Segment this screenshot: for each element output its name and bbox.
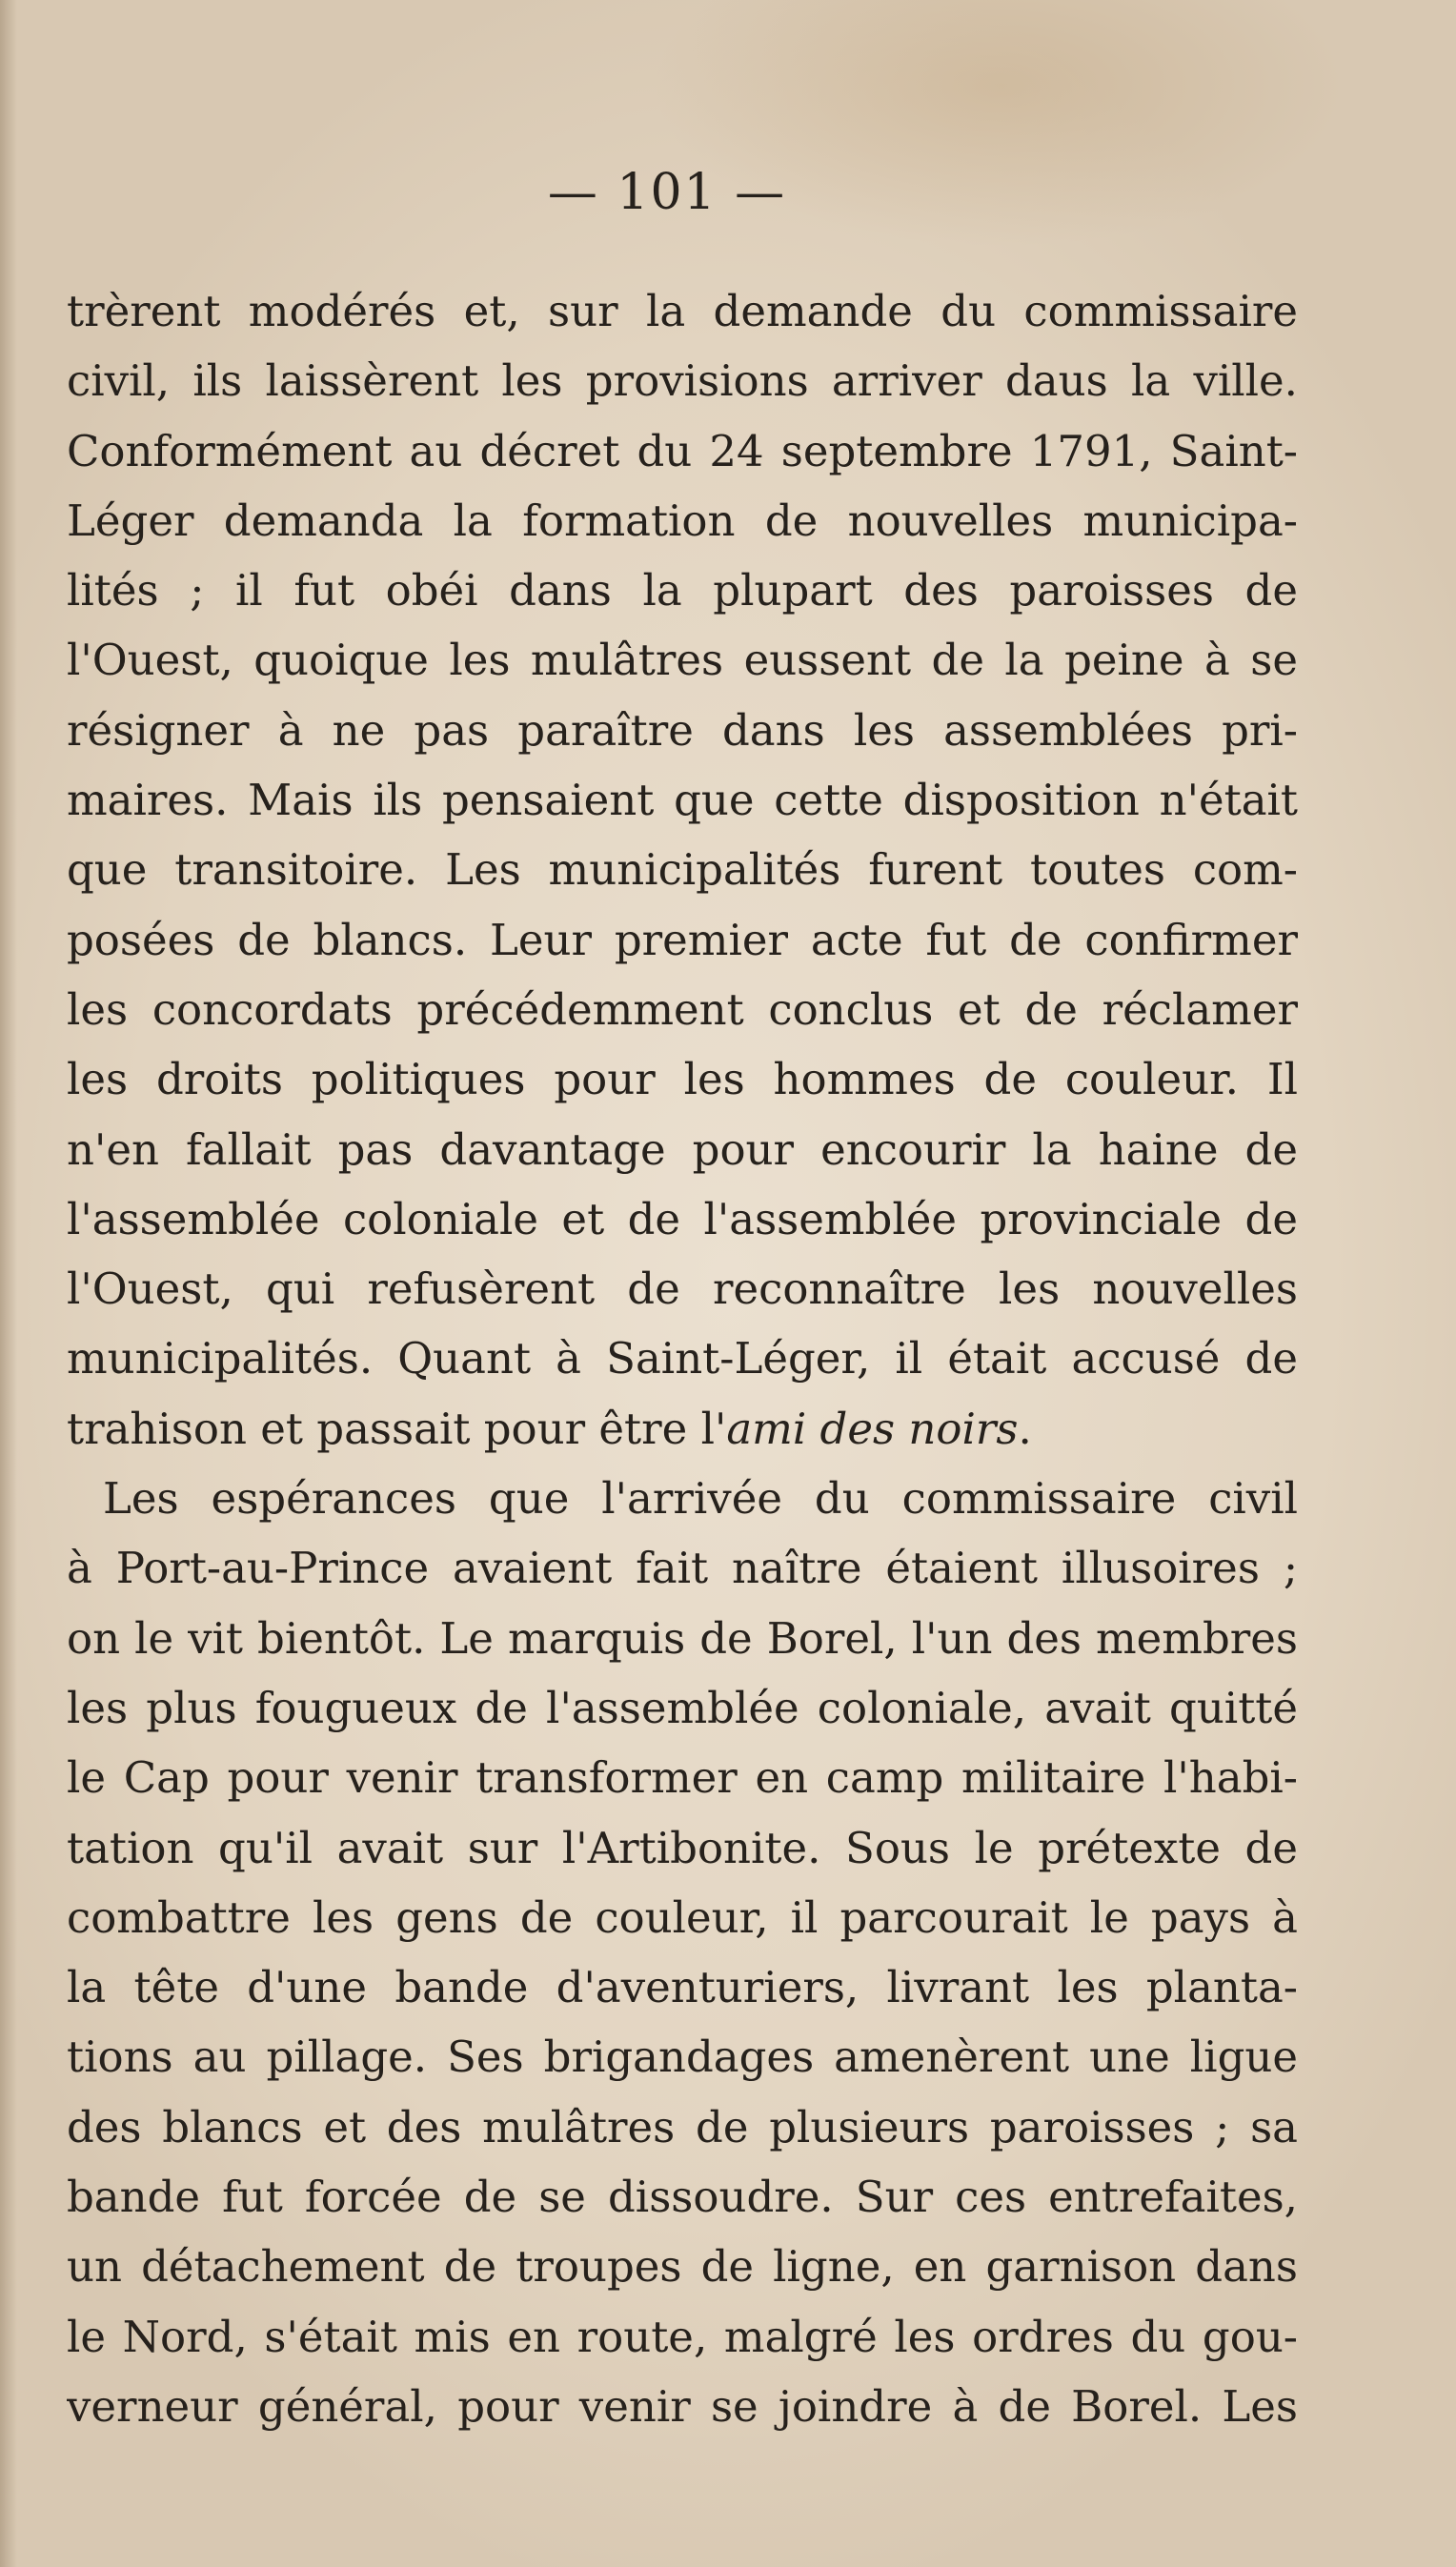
page-binding-shadow — [0, 0, 17, 2567]
text-line: Léger demanda la formation de nouvelles municipa- — [67, 495, 1298, 546]
text-line: des blancs et des mulâtres de plusieurs paroisses ; sa — [67, 2101, 1298, 2153]
text-line: que transitoire. Les municipalités furent toutes com- — [67, 844, 1298, 896]
text-line: civil, ils laissèrent les provisions arriver daus la ville. — [67, 355, 1298, 407]
text-line: les plus fougueux de l'assemblée coloniale, avait quitté — [67, 1682, 1298, 1733]
text-run: . — [1018, 1403, 1032, 1454]
text-line: municipalités. Quant à Saint-Léger, il était accusé de — [67, 1333, 1298, 1385]
paragraph-end-line — [67, 1394, 1298, 1464]
text-line: l'Ouest, qui refusèrent de reconnaître les nouvelles — [67, 1263, 1298, 1315]
text-line: maires. Mais ils pensaient que cette disposition n'était — [67, 775, 1298, 826]
page-number: — 101 — — [547, 164, 787, 221]
text-run: trahison et passait pour être l' — [67, 1403, 727, 1454]
text-line: l'assemblée coloniale et de l'assemblée provinciale de — [67, 1193, 1298, 1244]
text-line: verneur général, pour venir se joindre à de Borel. Les — [67, 2380, 1298, 2432]
text-line: lités ; il fut obéi dans la plupart des paroisses de — [67, 565, 1298, 616]
text-line: combattre les gens de couleur, il parcourait le pays à — [67, 1891, 1298, 1943]
text-line: on le vit bientôt. Le marquis de Borel, l'un des membres — [67, 1612, 1298, 1664]
text-line: résigner à ne pas paraître dans les assemblées pri- — [67, 704, 1298, 756]
text-line: l'Ouest, quoique les mulâtres eussent de la peine à se — [67, 635, 1298, 686]
text-line: tation qu'il avait sur l'Artibonite. Sous le prétexte de — [67, 1822, 1298, 1873]
text-line: tions au pillage. Ses brigandages amenèrent une ligue — [67, 2031, 1298, 2083]
italic-phrase: ami des noirs — [726, 1403, 1019, 1454]
text-line: à Port-au-Prince avaient fait naître étaient illusoires ; — [67, 1543, 1298, 1594]
text-line: bande fut forcée de se dissoudre. Sur ces entrefaites, — [67, 2172, 1298, 2223]
text-line: le Nord, s'était mis en route, malgré les ordres du gou- — [67, 2311, 1298, 2362]
text-line: Conformément au décret du 24 septembre 1791, Saint- — [67, 425, 1298, 476]
text-line: les concordats précédemment conclus et de réclamer — [67, 983, 1298, 1035]
text-line: n'en fallait pas davantage pour encourir la haine de — [67, 1123, 1298, 1175]
text-line: les droits politiques pour les hommes de couleur. Il — [67, 1054, 1298, 1105]
body-text — [67, 276, 1298, 2441]
text-line: le Cap pour venir transformer en camp militaire l'habi- — [67, 1752, 1298, 1804]
text-line: la tête d'une bande d'aventuriers, livrant les planta- — [67, 1962, 1298, 2013]
text-line: un détachement de troupes de ligne, en garnison dans — [67, 2241, 1298, 2293]
text-line: trèrent modérés et, sur la demande du commissaire — [67, 286, 1298, 336]
text-line: posées de blancs. Leur premier acte fut de confirmer — [67, 914, 1298, 965]
paragraph-start-line: Les espérances que l'arrivée du commissaire civil — [103, 1473, 1298, 1525]
